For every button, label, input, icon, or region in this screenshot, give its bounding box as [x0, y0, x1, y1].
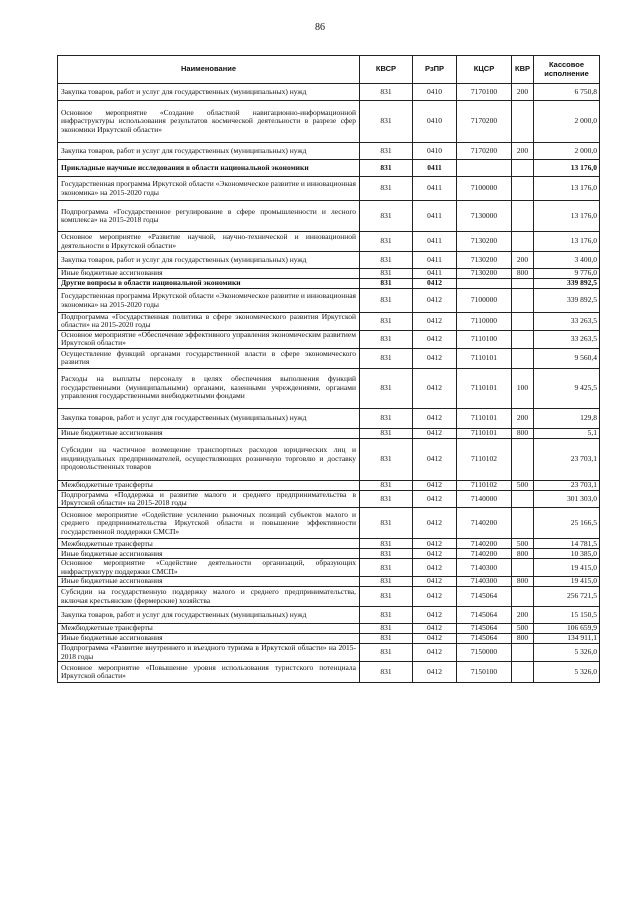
table-row [58, 661, 600, 682]
table-row [58, 279, 600, 289]
cell-kvsr: 831 [360, 279, 413, 289]
table-row [58, 313, 600, 331]
cell-kvr [512, 661, 534, 682]
cell-kvr [512, 508, 534, 539]
cell-amount: 5 326,0 [534, 644, 600, 662]
cell-kvr [512, 279, 534, 289]
table-row [58, 438, 600, 480]
cell-amount: 9 425,5 [534, 368, 600, 408]
cell-rzpr: 0412 [413, 368, 457, 408]
cell-kvr: 500 [512, 539, 534, 549]
cell-kvr: 200 [512, 143, 534, 160]
cell-kcsr [457, 160, 512, 177]
cell-kvsr: 831 [360, 269, 413, 279]
cell-kvsr: 831 [360, 587, 413, 607]
header-kcsr: КЦСР [457, 56, 512, 84]
cell-rzpr: 0410 [413, 101, 457, 143]
cell-kvsr: 831 [360, 408, 413, 428]
cell-kvr [512, 160, 534, 177]
cell-amount: 15 150,5 [534, 607, 600, 624]
cell-name: Основное мероприятие «Повышение уровня использования туристского потенциала Иркутской области» [58, 661, 360, 682]
cell-kcsr: 7150100 [457, 661, 512, 682]
cell-kvsr: 831 [360, 252, 413, 269]
cell-kvsr: 831 [360, 549, 413, 559]
cell-kcsr: 7170200 [457, 143, 512, 160]
cell-kcsr: 7150000 [457, 644, 512, 662]
table-body [58, 84, 600, 683]
table-row [58, 84, 600, 101]
table-row [58, 177, 600, 201]
cell-kvsr: 831 [360, 428, 413, 438]
cell-kcsr: 7130200 [457, 269, 512, 279]
cell-kvr: 500 [512, 480, 534, 490]
cell-kcsr: 7145064 [457, 634, 512, 644]
table-row [58, 201, 600, 232]
cell-rzpr: 0411 [413, 252, 457, 269]
cell-rzpr: 0412 [413, 587, 457, 607]
table-row [58, 644, 600, 662]
cell-kcsr: 7110102 [457, 438, 512, 480]
cell-name: Расходы на выплаты персоналу в целях обеспечения выполнения функций государственными (муниципальными) органами, казенными учреждениями, органами управления государственными внебюджетными фондами [58, 368, 360, 408]
cell-kvsr: 831 [360, 490, 413, 508]
cell-kcsr: 7100000 [457, 177, 512, 201]
table-row [58, 408, 600, 428]
cell-rzpr: 0412 [413, 624, 457, 634]
cell-kvr [512, 644, 534, 662]
table-row [58, 559, 600, 577]
cell-name: Иные бюджетные ассигнования [58, 577, 360, 587]
cell-kcsr: 7110102 [457, 480, 512, 490]
cell-kcsr: 7110101 [457, 408, 512, 428]
cell-kvsr: 831 [360, 143, 413, 160]
cell-kvsr: 831 [360, 348, 413, 368]
cell-kvsr: 831 [360, 508, 413, 539]
cell-rzpr: 0412 [413, 661, 457, 682]
header-kvsr: КВСР [360, 56, 413, 84]
cell-rzpr: 0412 [413, 408, 457, 428]
cell-amount: 339 892,5 [534, 279, 600, 289]
cell-amount: 33 263,5 [534, 330, 600, 348]
cell-amount: 2 000,0 [534, 101, 600, 143]
cell-kvr: 500 [512, 624, 534, 634]
table-row [58, 480, 600, 490]
cell-kvsr: 831 [360, 634, 413, 644]
cell-name: Другие вопросы в области национальной экономики [58, 279, 360, 289]
cell-rzpr: 0412 [413, 490, 457, 508]
table-row [58, 232, 600, 252]
cell-name: Подпрограмма «Поддержка и развитие малого и среднего предпринимательства в Иркутской области» на 2015-2018 годы [58, 490, 360, 508]
cell-amount: 6 750,8 [534, 84, 600, 101]
cell-amount: 129,8 [534, 408, 600, 428]
cell-name: Государственная программа Иркутской области «Экономическое развитие и инновационная экономика» на 2015-2020 годы [58, 289, 360, 313]
cell-name: Межбюджетные трансферты [58, 480, 360, 490]
table-row [58, 330, 600, 348]
cell-amount: 256 721,5 [534, 587, 600, 607]
table-row [58, 607, 600, 624]
cell-kvr: 200 [512, 408, 534, 428]
cell-amount: 13 176,0 [534, 232, 600, 252]
cell-kvr [512, 438, 534, 480]
cell-rzpr: 0412 [413, 559, 457, 577]
cell-name: Субсидии на государственную поддержку малого и среднего предпринимательства, включая крестьянские (фермерские) хозяйства [58, 587, 360, 607]
cell-amount: 23 703,1 [534, 480, 600, 490]
cell-kcsr: 7130000 [457, 201, 512, 232]
cell-name: Закупка товаров, работ и услуг для государственных (муниципальных) нужд [58, 143, 360, 160]
cell-kcsr: 7110000 [457, 313, 512, 331]
cell-kvr: 800 [512, 634, 534, 644]
cell-amount: 339 892,5 [534, 289, 600, 313]
cell-rzpr: 0412 [413, 438, 457, 480]
cell-amount: 2 000,0 [534, 143, 600, 160]
cell-amount: 5 326,0 [534, 661, 600, 682]
header-name: Наименование [58, 56, 360, 84]
cell-kcsr: 7100000 [457, 289, 512, 313]
table-row [58, 539, 600, 549]
cell-kcsr: 7145064 [457, 624, 512, 634]
header-rzpr: РзПР [413, 56, 457, 84]
cell-amount: 9 776,0 [534, 269, 600, 279]
cell-rzpr: 0411 [413, 160, 457, 177]
table-row [58, 624, 600, 634]
cell-name: Иные бюджетные ассигнования [58, 549, 360, 559]
table-row [58, 587, 600, 607]
cell-kvsr: 831 [360, 607, 413, 624]
cell-name: Межбюджетные трансферты [58, 539, 360, 549]
cell-name: Закупка товаров, работ и услуг для государственных (муниципальных) нужд [58, 252, 360, 269]
cell-kcsr: 7110100 [457, 330, 512, 348]
cell-amount: 33 263,5 [534, 313, 600, 331]
cell-name: Подпрограмма «Государственная политика в сфере экономического развития Иркутской области» на 2015-2020 годы [58, 313, 360, 331]
cell-amount: 13 176,0 [534, 201, 600, 232]
table-row [58, 577, 600, 587]
cell-kcsr: 7130200 [457, 232, 512, 252]
cell-kvsr: 831 [360, 539, 413, 549]
cell-rzpr: 0412 [413, 508, 457, 539]
cell-kvsr: 831 [360, 480, 413, 490]
cell-amount: 14 781,5 [534, 539, 600, 549]
table-row [58, 101, 600, 143]
cell-kcsr: 7130200 [457, 252, 512, 269]
cell-kcsr: 7145064 [457, 607, 512, 624]
cell-name: Основное мероприятие «Содействие усилению рыночных позиций субъектов малого и среднего предпринимательства Иркутской области и повышение эффективности государственной поддержки СМСП» [58, 508, 360, 539]
cell-amount: 3 400,0 [534, 252, 600, 269]
cell-kvr [512, 289, 534, 313]
cell-kvsr: 831 [360, 232, 413, 252]
cell-amount: 25 166,5 [534, 508, 600, 539]
cell-rzpr: 0411 [413, 269, 457, 279]
cell-amount: 19 415,0 [534, 577, 600, 587]
cell-rzpr: 0412 [413, 289, 457, 313]
cell-amount: 5,1 [534, 428, 600, 438]
cell-name: Иные бюджетные ассигнования [58, 428, 360, 438]
cell-rzpr: 0411 [413, 201, 457, 232]
cell-name: Государственная программа Иркутской области «Экономическое развитие и инновационная экономика» на 2015-2020 годы [58, 177, 360, 201]
table-row [58, 490, 600, 508]
cell-kvsr: 831 [360, 661, 413, 682]
cell-kvsr: 831 [360, 289, 413, 313]
table-row [58, 549, 600, 559]
cell-kvr: 200 [512, 607, 534, 624]
cell-name: Иные бюджетные ассигнования [58, 634, 360, 644]
cell-kcsr: 7170100 [457, 84, 512, 101]
table-row [58, 269, 600, 279]
cell-kvsr: 831 [360, 313, 413, 331]
cell-kcsr: 7110101 [457, 368, 512, 408]
cell-amount: 106 659,9 [534, 624, 600, 634]
table-row [58, 634, 600, 644]
cell-rzpr: 0412 [413, 549, 457, 559]
table-row [58, 289, 600, 313]
cell-kvr [512, 330, 534, 348]
cell-kcsr: 7140200 [457, 508, 512, 539]
table-row [58, 368, 600, 408]
cell-rzpr: 0412 [413, 480, 457, 490]
header-kvr: КВР [512, 56, 534, 84]
cell-kvr: 200 [512, 84, 534, 101]
cell-kvr: 800 [512, 549, 534, 559]
cell-name: Основное мероприятие «Обеспечение эффективного управления экономическим развитием Иркутской области» [58, 330, 360, 348]
cell-rzpr: 0412 [413, 279, 457, 289]
cell-kvr: 800 [512, 577, 534, 587]
cell-rzpr: 0412 [413, 348, 457, 368]
cell-kvr [512, 101, 534, 143]
page-number: 86 [315, 22, 325, 33]
cell-kvsr: 831 [360, 438, 413, 480]
table-row [58, 160, 600, 177]
header-amount: Кассовое исполнение [534, 56, 600, 84]
cell-rzpr: 0412 [413, 539, 457, 549]
cell-kvr [512, 313, 534, 331]
cell-name: Основное мероприятие «Развитие научной, научно-технической и инновационной деятельности в Иркутской области» [58, 232, 360, 252]
cell-rzpr: 0410 [413, 143, 457, 160]
cell-name: Подпрограмма «Государственное регулирование в сфере промышленности и лесного комплекса» на 2015-2018 годы [58, 201, 360, 232]
cell-name: Прикладные научные исследования в области национальной экономики [58, 160, 360, 177]
cell-amount: 10 385,0 [534, 549, 600, 559]
cell-name: Субсидии на частичное возмещение транспортных расходов юридических лиц и индивидуальных предпринимателей, осуществляющих розничную торговлю и доставку продовольственных товаров [58, 438, 360, 480]
cell-kvr [512, 201, 534, 232]
cell-amount: 9 560,4 [534, 348, 600, 368]
cell-rzpr: 0412 [413, 577, 457, 587]
cell-amount: 301 303,0 [534, 490, 600, 508]
cell-rzpr: 0410 [413, 84, 457, 101]
cell-kvr: 200 [512, 252, 534, 269]
cell-name: Осуществление функций органами государственной власти в сфере экономического развития [58, 348, 360, 368]
cell-kvsr: 831 [360, 160, 413, 177]
cell-kvsr: 831 [360, 624, 413, 634]
cell-kvr [512, 348, 534, 368]
cell-name: Основное мероприятие «Содействие деятельности организаций, образующих инфраструктуру поддержки СМСП» [58, 559, 360, 577]
cell-kcsr: 7110101 [457, 428, 512, 438]
cell-kcsr: 7110101 [457, 348, 512, 368]
cell-name: Иные бюджетные ассигнования [58, 269, 360, 279]
cell-kvsr: 831 [360, 368, 413, 408]
cell-rzpr: 0412 [413, 607, 457, 624]
cell-rzpr: 0411 [413, 232, 457, 252]
cell-kvsr: 831 [360, 101, 413, 143]
cell-kvsr: 831 [360, 559, 413, 577]
cell-rzpr: 0412 [413, 644, 457, 662]
cell-amount: 19 415,0 [534, 559, 600, 577]
cell-amount: 13 176,0 [534, 160, 600, 177]
cell-kvsr: 831 [360, 330, 413, 348]
cell-kvr [512, 490, 534, 508]
cell-rzpr: 0412 [413, 428, 457, 438]
cell-kvsr: 831 [360, 644, 413, 662]
cell-kcsr: 7140000 [457, 490, 512, 508]
cell-kcsr: 7140200 [457, 539, 512, 549]
cell-kcsr: 7140200 [457, 549, 512, 559]
cell-name: Закупка товаров, работ и услуг для государственных (муниципальных) нужд [58, 408, 360, 428]
cell-amount: 13 176,0 [534, 177, 600, 201]
cell-kvr [512, 587, 534, 607]
cell-kcsr: 7140300 [457, 559, 512, 577]
cell-rzpr: 0411 [413, 177, 457, 201]
cell-kvr: 800 [512, 428, 534, 438]
cell-amount: 134 911,1 [534, 634, 600, 644]
cell-name: Закупка товаров, работ и услуг для государственных (муниципальных) нужд [58, 607, 360, 624]
cell-kvsr: 831 [360, 84, 413, 101]
budget-execution-table [57, 55, 600, 683]
cell-kcsr: 7145064 [457, 587, 512, 607]
cell-kvsr: 831 [360, 177, 413, 201]
cell-amount: 23 703,1 [534, 438, 600, 480]
cell-name: Основное мероприятие «Создание областной навигационно-информационной инфраструктуры использования результатов космической деятельности в разрезе сфер экономики Иркутской области» [58, 101, 360, 143]
table-header-row [58, 56, 600, 84]
cell-kvsr: 831 [360, 577, 413, 587]
cell-name: Закупка товаров, работ и услуг для государственных (муниципальных) нужд [58, 84, 360, 101]
cell-kvr [512, 232, 534, 252]
cell-name: Подпрограмма «Развитие внутреннего и въездного туризма в Иркутской области» на 2015-2018 годы [58, 644, 360, 662]
cell-kvr [512, 559, 534, 577]
table-row [58, 508, 600, 539]
cell-kvsr: 831 [360, 201, 413, 232]
cell-kcsr: 7170200 [457, 101, 512, 143]
table-row [58, 428, 600, 438]
table-row [58, 348, 600, 368]
cell-rzpr: 0412 [413, 634, 457, 644]
cell-kvr [512, 177, 534, 201]
cell-kcsr [457, 279, 512, 289]
cell-kvr: 100 [512, 368, 534, 408]
cell-rzpr: 0412 [413, 313, 457, 331]
cell-kcsr: 7140300 [457, 577, 512, 587]
table-row [58, 143, 600, 160]
cell-kvr: 800 [512, 269, 534, 279]
table-row [58, 252, 600, 269]
cell-rzpr: 0412 [413, 330, 457, 348]
cell-name: Межбюджетные трансферты [58, 624, 360, 634]
